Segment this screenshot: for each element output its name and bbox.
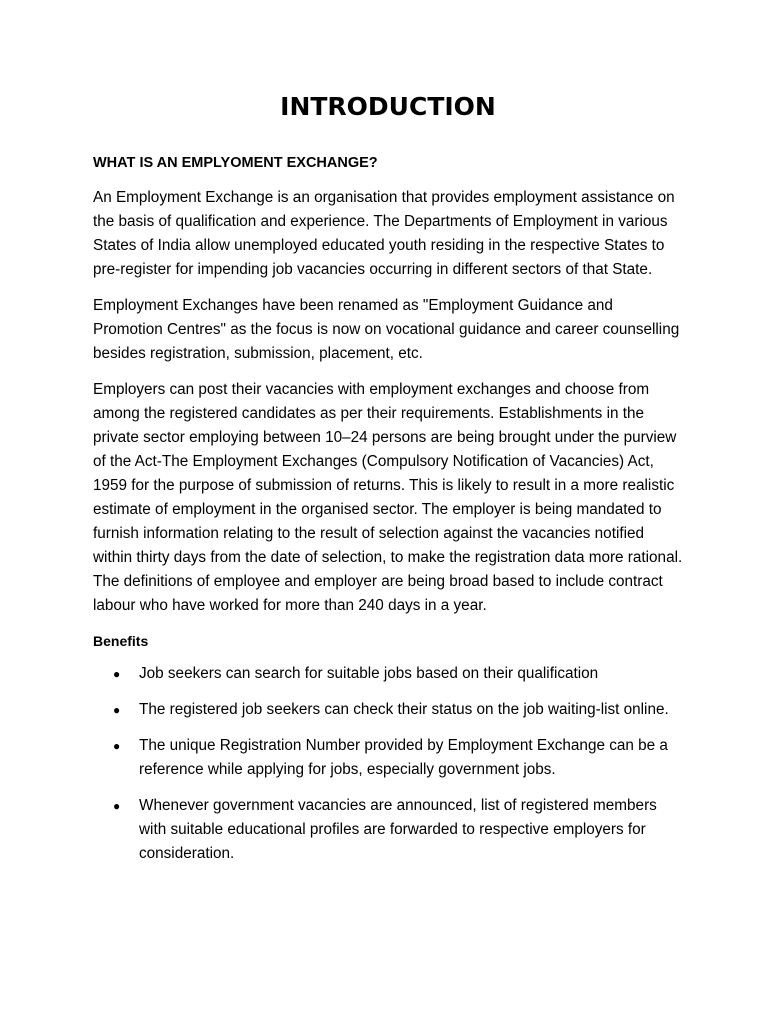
list-item <box>93 698 683 722</box>
list-item-text: Whenever government vacancies are announced, list of registered members with suitable educational profiles are forwarded to respective employers for consideration. <box>139 797 657 862</box>
paragraph-employers: Employers can post their vacancies with employment exchanges and choose from among the registered candidates as per their requirements. Establishments in the private sector employing between 10–24 persons are being brought under the purview of the Act-The Employment Exchanges (Compulsory Notification of Vacancies) Act, 1959 for the purpose of submission of returns. This is likely to result in a more realistic estimate of employment in the organised sector. The employer is being mandated to furnish information relating to the result of selection against the vacancies notified within thirty days from the date of selection, to make the registration data more rational. The definitions of employee and employer are being broad based to include contract labour who have worked for more than 240 days in a year. <box>93 381 683 614</box>
paragraph-renamed: Employment Exchanges have been renamed as "Employment Guidance and Promotion Centres" as the focus is now on vocational guidance and career counselling besides registration, submission, placement, etc. <box>93 297 680 362</box>
list-item <box>93 734 683 782</box>
section-heading: WHAT IS AN EMPLYOMENT EXCHANGE? <box>93 155 378 171</box>
bullet-icon: ● <box>113 739 121 753</box>
benefits-list <box>93 662 683 866</box>
paragraph-definition: An Employment Exchange is an organisation that provides employment assistance on the basis of qualification and experience. The Departments of Employment in various States of India allow unemployed educated youth residing in the respective States to pre-register for impending job vacancies occurring in different sectors of that State. <box>93 189 675 278</box>
bullet-icon: ● <box>113 667 121 681</box>
list-item <box>93 662 683 686</box>
list-item <box>93 794 683 866</box>
bullet-icon: ● <box>113 703 121 717</box>
bullet-icon: ● <box>113 799 121 813</box>
benefits-heading: Benefits <box>93 633 149 649</box>
list-item-text: The unique Registration Number provided by Employment Exchange can be a reference while applying for jobs, especially government jobs. <box>139 737 668 778</box>
document-title: INTRODUCTION <box>280 92 496 121</box>
document-page <box>93 86 683 878</box>
list-item-text: The registered job seekers can check their status on the job waiting-list online. <box>139 701 669 718</box>
list-item-text: Job seekers can search for suitable jobs based on their qualification <box>139 665 599 682</box>
